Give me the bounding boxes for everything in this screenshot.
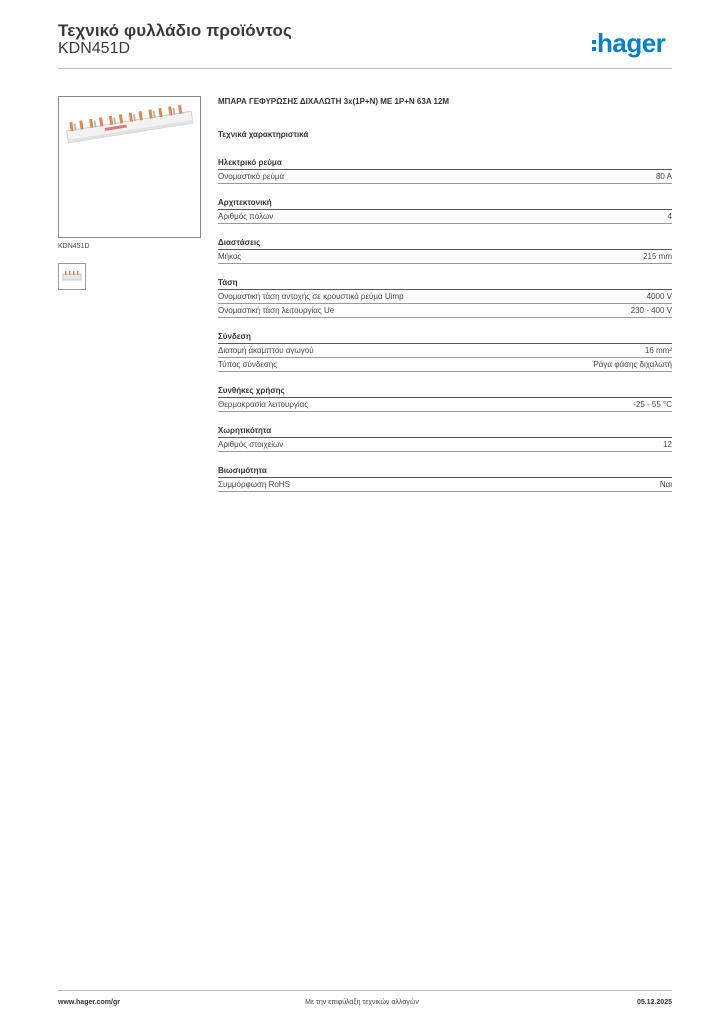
spec-group-title: Βιωσιμότητα — [218, 465, 672, 478]
spec-value: 230 - 400 V — [630, 306, 672, 315]
footer-notice: Με την επιφύλαξη τεχνικών αλλαγών — [305, 999, 419, 1006]
spec-label: Θερμοκρασία λειτουργίας — [218, 400, 309, 409]
spec-row — [218, 304, 672, 318]
spec-label: Τύπος σύνδεσης — [218, 360, 278, 369]
spec-group — [218, 465, 672, 492]
spec-label: Ονομαστική τάση λειτουργίας Ue — [218, 306, 335, 315]
spec-group-title: Συνθήκες χρήσης — [218, 385, 672, 398]
spec-label: Διατομή άκαμπτου αγωγού — [218, 346, 314, 355]
spec-row — [218, 250, 672, 264]
spec-group — [218, 425, 672, 452]
busbar-image-icon — [65, 103, 195, 153]
spec-table — [218, 157, 672, 505]
spec-row — [218, 170, 672, 184]
spec-row — [218, 344, 672, 358]
spec-value: 215 mm — [643, 252, 672, 261]
footer-website-link[interactable]: www.hager.com/gr — [58, 999, 120, 1006]
spec-row — [218, 478, 672, 492]
logo-wordmark: hager — [597, 28, 666, 58]
spec-value: 80 A — [655, 172, 672, 181]
product-name: ΜΠΑΡΑ ΓΕΦΥΡΩΣΗΣ ΔΙΧΑΛΩΤΗ 3x(1P+N) ME 1P+N 63A 12M — [218, 97, 450, 106]
spec-label: Ονομαστική τάση αντοχής σε κρουστικό ρεύμα Uimp — [218, 292, 404, 301]
section-heading: Τεχνικά χαρακτηριστικά — [218, 130, 309, 139]
footer-date: 05.12.2025 — [636, 999, 672, 1006]
spec-group — [218, 237, 672, 264]
spec-row — [218, 358, 672, 372]
image-caption: KDN451D — [58, 243, 90, 250]
spec-row — [218, 290, 672, 304]
spec-group-title: Χωρητικότητα — [218, 425, 672, 438]
spec-value: Ράγα φάσης διχαλωτή — [593, 360, 672, 369]
spec-group — [218, 197, 672, 224]
spec-group-title: Ηλεκτρικό ρεύμα — [218, 157, 672, 170]
footer-divider — [58, 990, 672, 991]
spec-label: Μήκος — [218, 252, 242, 261]
spec-group — [218, 157, 672, 184]
spec-value: 4000 V — [646, 292, 672, 301]
spec-label: Αριθμός πόλων — [218, 212, 274, 221]
hager-logo — [592, 28, 665, 58]
page-title: Τεχνικό φυλλάδιο προϊόντος — [58, 21, 292, 40]
thumbnail-icon — [62, 267, 82, 286]
header-divider — [58, 68, 672, 69]
product-image — [58, 96, 201, 238]
spec-group-title: Διαστάσεις — [218, 237, 672, 250]
logo-colon-icon — [592, 40, 596, 51]
product-code: KDN451D — [58, 40, 131, 57]
spec-group-title: Τάση — [218, 277, 672, 290]
spec-group — [218, 277, 672, 318]
spec-group — [218, 385, 672, 412]
spec-group-title: Σύνδεση — [218, 331, 672, 344]
spec-group-title: Αρχιτεκτονική — [218, 197, 672, 210]
spec-row — [218, 398, 672, 412]
spec-row — [218, 210, 672, 224]
spec-label: Συμμόρφωση RoHS — [218, 480, 290, 489]
spec-value: 16 mm² — [644, 346, 672, 355]
spec-label: Αριθμός στοιχείων — [218, 440, 284, 449]
spec-value: Ναι — [659, 480, 672, 489]
spec-value: 4 — [667, 212, 672, 221]
spec-value: 12 — [663, 440, 672, 449]
spec-group — [218, 331, 672, 372]
spec-value: -25 - 55 °C — [633, 400, 672, 409]
spec-label: Ονομαστικό ρεύμα — [218, 172, 285, 181]
image-thumbnail[interactable] — [58, 263, 86, 290]
spec-row — [218, 438, 672, 452]
